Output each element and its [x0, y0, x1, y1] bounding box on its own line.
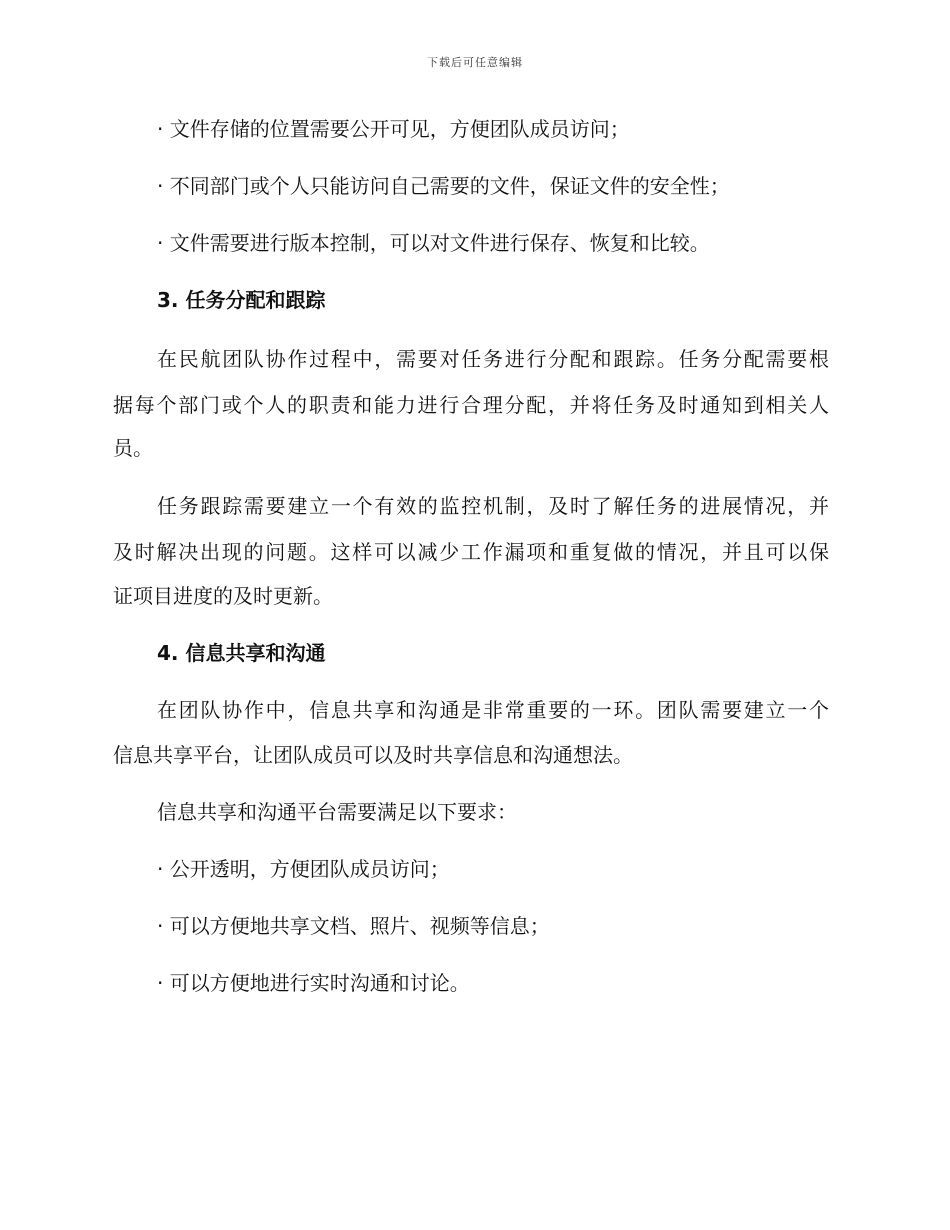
header-note: 下载后可任意编辑 [427, 56, 523, 69]
bullet-item: · 可以方便地进行实时沟通和讨论。 [157, 971, 470, 995]
section-heading: 3. 任务分配和跟踪 [157, 288, 326, 312]
paragraph-line: 员。 [113, 436, 153, 460]
paragraph-line: 信息共享和沟通平台需要满足以下要求： [157, 800, 517, 824]
bullet-item: · 文件需要进行版本控制，可以对文件进行保存、恢复和比较。 [157, 231, 710, 255]
paragraph-line: 在团队协作中，信息共享和沟通是非常重要的一环。团队需要建立一个 [157, 698, 829, 722]
paragraph-line: 及时解决出现的问题。这样可以减少工作漏项和重复做的情况，并且可以保 [113, 540, 829, 564]
bullet-item: · 公开透明，方便团队成员访问； [157, 857, 450, 881]
paragraph-line: 信息共享平台，让团队成员可以及时共享信息和沟通想法。 [113, 743, 633, 767]
paragraph-line: 在民航团队协作过程中，需要对任务进行分配和跟踪。任务分配需要根 [157, 347, 829, 371]
paragraph-line: 任务跟踪需要建立一个有效的监控机制，及时了解任务的进展情况，并 [157, 494, 829, 518]
bullet-item: · 可以方便地共享文档、照片、视频等信息； [157, 914, 550, 938]
bullet-item: · 不同部门或个人只能访问自己需要的文件，保证文件的安全性； [157, 174, 730, 198]
paragraph-line: 证项目进度的及时更新。 [113, 584, 333, 608]
paragraph-line: 据每个部门或个人的职责和能力进行合理分配，并将任务及时通知到相关人 [113, 393, 829, 417]
section-heading: 4. 信息共享和沟通 [157, 641, 326, 665]
bullet-item: · 文件存储的位置需要公开可见，方便团队成员访问； [157, 117, 630, 141]
